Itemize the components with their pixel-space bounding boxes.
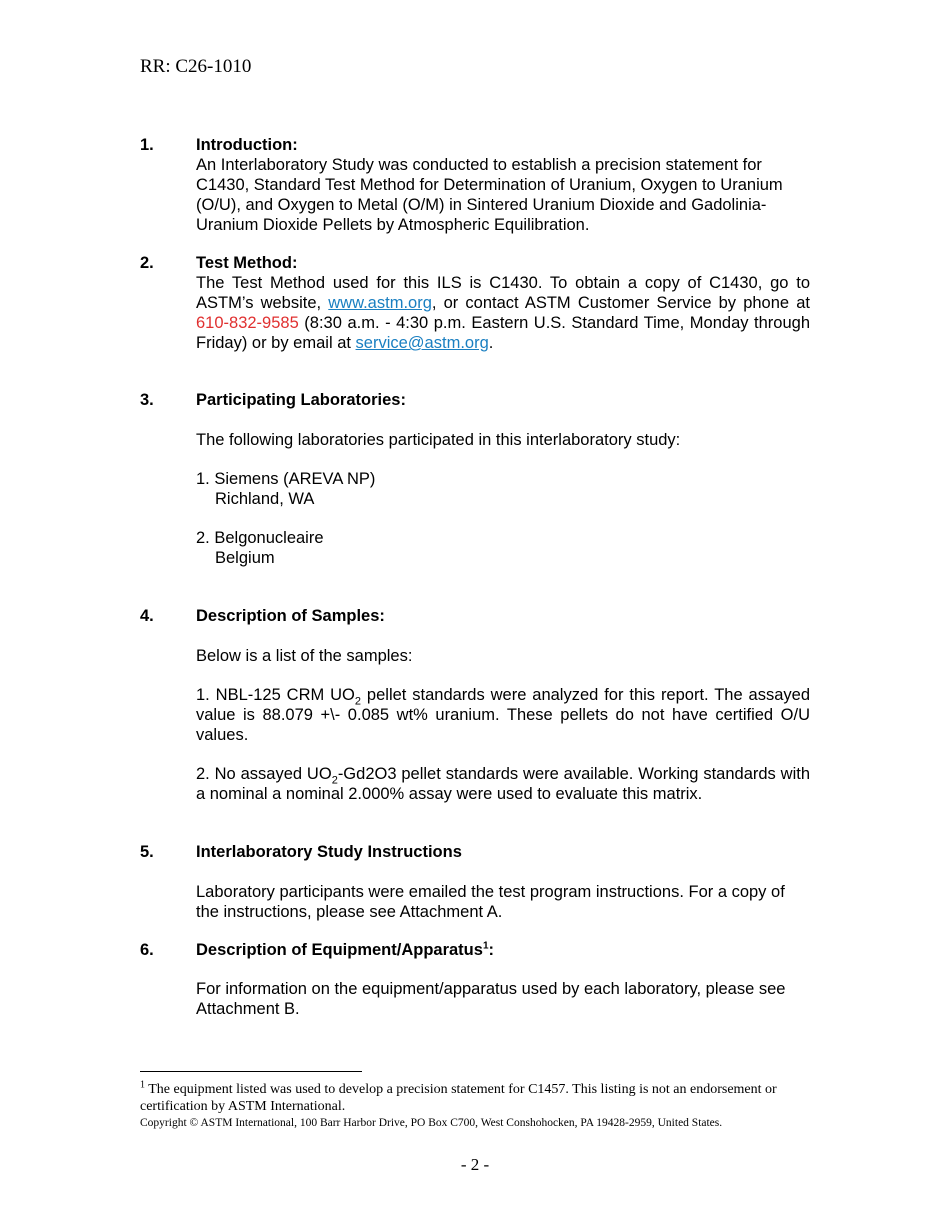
- section-intro: Below is a list of the samples:: [196, 647, 413, 665]
- section-heading: Interlaboratory Study Instructions: [196, 843, 462, 861]
- body-text: pellet standards were analyzed for this report. The assayed value is 88.079 +\- 0.085 wt% uranium. These pellets do not have certified O/U values.: [196, 686, 811, 744]
- section-introduction: [140, 135, 810, 235]
- section-equipment: [140, 940, 810, 1019]
- section-test-method: [140, 253, 810, 353]
- copyright-notice: Copyright © ASTM International, 100 Barr Harbor Drive, PO Box C700, West Conshohocken, PA 19428-2959, United States.: [140, 1117, 723, 1129]
- lab-location: Richland, WA: [215, 490, 315, 508]
- section-body: Laboratory participants were emailed the test program instructions. For a copy of the instructions, please see Attachment A.: [196, 883, 785, 921]
- body-text: 1. NBL-125 CRM UO: [196, 686, 355, 704]
- section-body: For information on the equipment/apparatus used by each laboratory, please see Attachment B.: [196, 980, 786, 1018]
- section-heading: Test Method:: [196, 254, 298, 272]
- body-text: The Test Method used for this ILS is C1430. To obtain a copy of C1430, go to ASTM’s website,: [196, 274, 810, 312]
- section-participating-labs: [140, 390, 810, 568]
- section-ils-instructions: [140, 842, 810, 922]
- lab-name: 2. Belgonucleaire: [196, 529, 324, 547]
- section-intro: The following laboratories participated in this interlaboratory study:: [196, 431, 681, 449]
- footnote-divider: [140, 1071, 362, 1072]
- phone-number: 610-832-9585: [196, 314, 299, 332]
- website-link[interactable]: www.astm.org: [328, 294, 432, 312]
- section-number: 2.: [140, 254, 154, 272]
- footnote-mark: 1: [140, 1079, 145, 1091]
- section-heading: Introduction:: [196, 136, 298, 154]
- body-text: , or contact ASTM Customer Service by phone at: [431, 294, 810, 312]
- section-heading: Description of Samples:: [196, 607, 385, 625]
- lab-location: Belgium: [215, 549, 275, 567]
- body-text: .: [488, 334, 494, 352]
- email-link[interactable]: service@astm.org: [355, 334, 489, 352]
- section-body: An Interlaboratory Study was conducted to establish a precision statement for C1430, Standard Test Method for Determination of Uranium, Oxygen to Uranium (O/U), and Oxygen to Metal (O/M) in Sintered Uranium Dioxide and Gadolinia-Uranium Dioxide Pellets by Atmospheric Equilibration.: [196, 156, 783, 234]
- subscript: 2: [331, 774, 338, 787]
- section-number: 4.: [140, 607, 154, 625]
- section-number: 3.: [140, 391, 154, 409]
- section-description-of-samples: [140, 606, 810, 804]
- footnote-reference: 1: [482, 940, 489, 952]
- section-heading: [196, 940, 810, 960]
- subscript: 2: [354, 695, 362, 708]
- lab-name: 1. Siemens (AREVA NP): [196, 470, 376, 488]
- section-number: 6.: [140, 941, 154, 959]
- body-text: -Gd2O3 pellet standards were available. Working standards with a nominal a nominal 2.000% assay were used to evaluate this matrix.: [196, 765, 811, 803]
- footnote: [140, 1081, 820, 1115]
- body-text: (8:30 a.m. - 4:30 p.m. Eastern U.S. Standard Time, Monday through Friday) or by email at: [196, 314, 810, 352]
- section-heading: Participating Laboratories:: [196, 391, 406, 409]
- page-number: - 2 -: [460, 1155, 490, 1174]
- report-id: RR: C26-1010: [140, 56, 252, 77]
- heading-text: Description of Equipment/Apparatus: [196, 941, 483, 959]
- sample-item: [196, 685, 810, 745]
- footnote-text: The equipment listed was used to develop a precision statement for C1457. This listing is not an endorsement or certification by ASTM International.: [140, 1082, 777, 1114]
- body-text: 2. No assayed UO: [196, 765, 332, 783]
- section-number: 5.: [140, 843, 154, 861]
- sample-item: [196, 764, 810, 804]
- section-number: 1.: [140, 136, 154, 154]
- section-body: [196, 273, 810, 353]
- heading-suffix: :: [488, 941, 494, 959]
